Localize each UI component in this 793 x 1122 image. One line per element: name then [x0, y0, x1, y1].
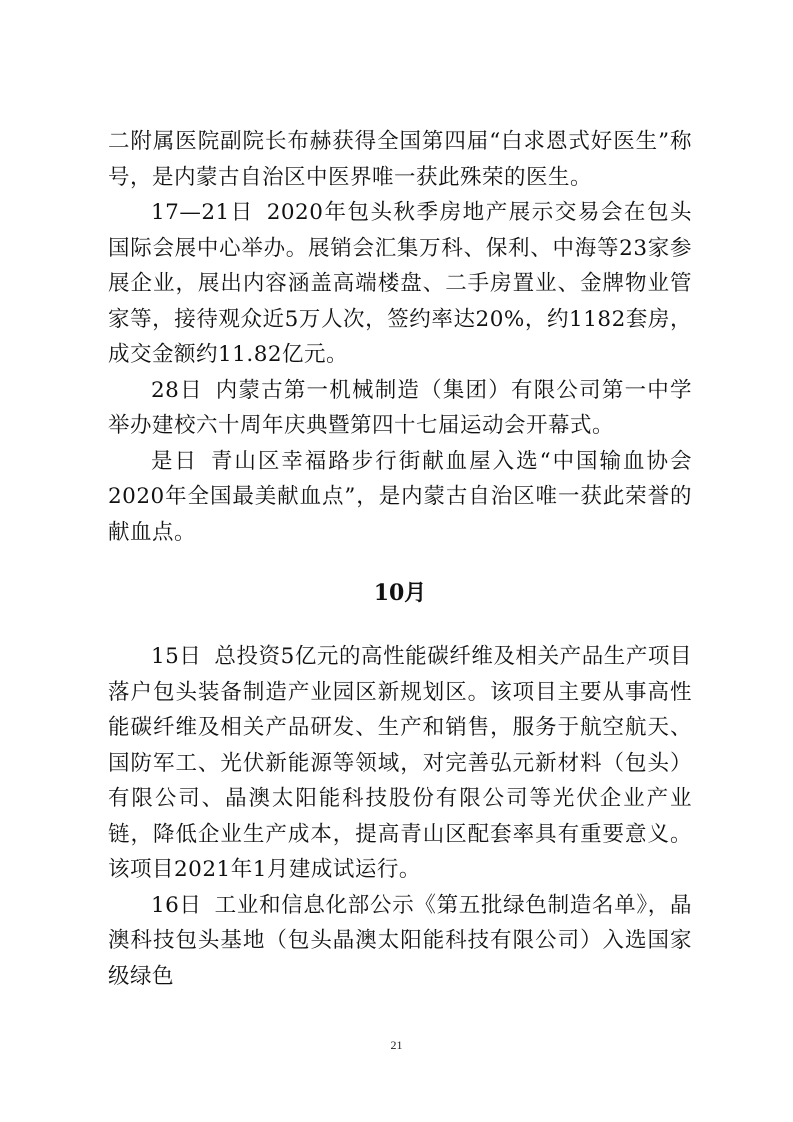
entry-date: 17—21日 [151, 200, 254, 225]
entry-date: 28日 [151, 377, 203, 403]
entry-text: 总投资5亿元的高性能碳纤维及相关产品生产项目落户包头装备制造产业园区新规划区。该项目主要从事高性能碳纤维及相关产品研发、生产和销售，服务于航空航天、国防军工、光伏新能源等领域，对完善弘元新材料（包头）有限公司、晶澳太阳能科技股份有限公司等光伏企业产业链，降低企业生产成本，提高青山区配套率具有重要意义。该项目2021年1月建成试运行。 [108, 644, 692, 882]
page-number: 21 [390, 1038, 403, 1052]
entry-text: 青山区幸福路步行街献血屋入选“中国输血协会2020年全国最美献血点”，是内蒙古自治区唯一获此荣誉的献血点。 [108, 448, 692, 545]
entry-text: 工业和信息化部公示《第五批绿色制造名单》，晶澳科技包头基地（包头晶澳太阳能科技有限公司）入选国家级绿色 [108, 892, 692, 989]
paragraph-text: 二附属医院副院长布赫获得全国第四届“白求恩式好医生”称号，是内蒙古自治区中医界唯一获此殊荣的医生。 [108, 129, 692, 190]
entry-paragraph [108, 639, 692, 888]
entry-date: 是日 [151, 448, 198, 474]
document-page [108, 124, 692, 994]
entry-date: 16日 [151, 892, 202, 918]
spacer [108, 550, 692, 576]
entry-paragraph [108, 373, 692, 444]
entry-text: 2020年包头秋季房地产展示交易会在包头国际会展中心举办。展销会汇集万科、保利、中海等23家参展企业，展出内容涵盖高端楼盘、二手房置业、金牌物业管家等，接待观众近5万人次，签约率达20%，约1182套房，成交金额约11.82亿元。 [108, 200, 693, 367]
entry-date: 15日 [151, 644, 202, 669]
spacer [108, 611, 692, 639]
paragraph-continued [108, 124, 692, 195]
entry-paragraph [108, 444, 692, 551]
entry-paragraph [108, 195, 692, 373]
entry-text: 内蒙古第一机械制造（集团）有限公司第一中学举办建校六十周年庆典暨第四十七届运动会开幕式。 [108, 377, 692, 438]
entry-paragraph [108, 888, 692, 995]
month-heading: 10月 [373, 580, 427, 606]
